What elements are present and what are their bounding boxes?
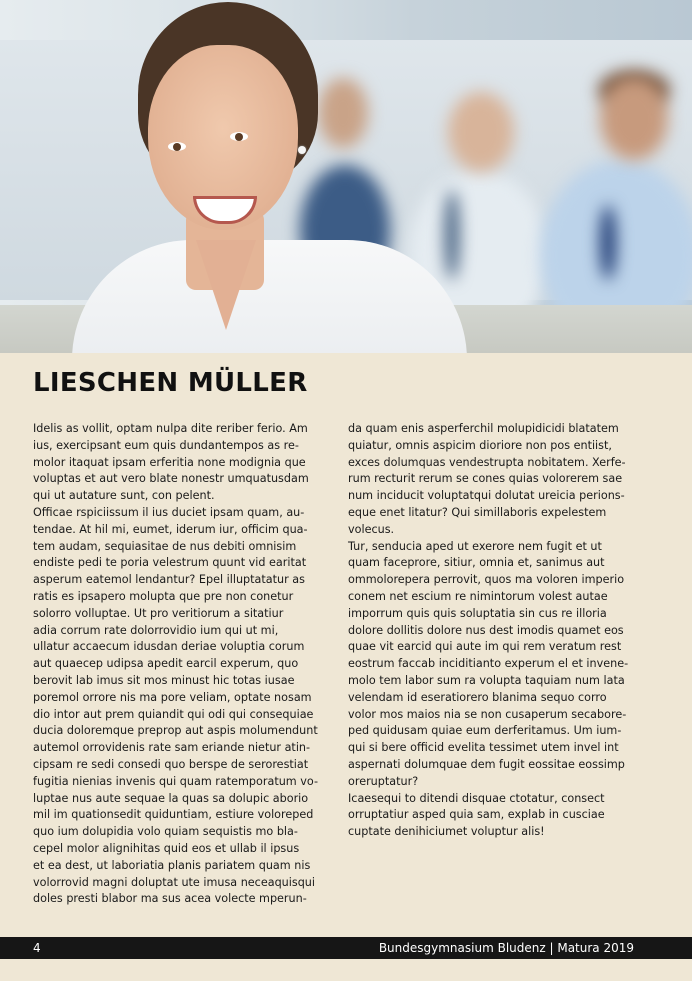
background-person-shape [600,205,616,280]
text-line: imporrum quis quis soluptatia sin cus re illoria [348,606,607,620]
text-line: autemol orrovidenis rate sam eriande nietur atin- [33,741,311,755]
text-line: quo ium dolupidia volo quiam sequistis mo bla- [33,825,298,839]
text-line: Idelis as vollit, optam nulpa dite reriber ferio. Am [33,422,308,435]
text-line: oreruptatur? [348,774,419,788]
text-line: tem audam, sequiasitae de nus debiti omnisim [33,539,297,553]
text-line: luptae nus aute sequae la quas sa dolupic aborio [33,791,309,805]
article-column-left [33,421,325,908]
text-line: Icaesequi to ditendi disquae ctotatur, consect [348,791,605,805]
article-column-right [348,421,640,841]
woman-shirt [72,240,467,353]
text-line: molo tem labor sum ra volupta taquiam num lata [348,673,625,687]
text-line: eque enet litatur? Qui simillaboris expelestem [348,505,607,519]
text-line: cepel molor alignihitas quid eos et ullab il ipsus [33,841,300,855]
text-line: endiste pedi te poria velestrum quunt vid earitat [33,556,307,570]
background-person-shape [318,78,368,148]
text-line: num inciducit voluptatqui dolutat ureicia perions- [348,489,625,503]
text-line: conem net escium re nimintorum volest autae [348,589,608,603]
text-line: adia corrum rate dolorrovidio ium qui ut mi, [33,623,279,637]
text-line: velendam id eseratiorero blanima sequo corro [348,690,607,704]
background-person-shape [448,92,514,172]
text-line: ducia doloremque preprор aut aspis molumendunt [33,724,318,738]
text-line: ius, exercipsant eum quis dundantempos as re- [33,438,299,452]
text-line: rum recturit rerum se cones quias volorerem sae [348,472,623,486]
portrait-photo [0,0,692,353]
text-line: volor mos maios nia se non cusaperum secabore- [348,707,627,721]
text-line: quae vit earcid qui aute im qui rem veratum rest [348,640,622,654]
background-person-shape [600,78,668,160]
text-line: aut quaecep udipsa apedit earcil experum, quo [33,657,299,671]
text-line: voluptas et aut vero blate nonestr umquatusdam [33,472,309,486]
text-line: Officae rspiciissum il ius duciet ipsam quam, au- [33,505,305,519]
text-line: ped quidusam quiae eum derferitamus. Um ium- [348,724,622,738]
text-line: mil im quationsedit quiduntiam, estiure voloreped [33,808,314,822]
text-line: ratis es ipsapero molupta que pre non conetur [33,589,294,603]
text-line: exces dolumquas vendestrupta nobitatem. Xerfe- [348,455,626,469]
text-line: eostrum faccab inciditianto experum el et invene- [348,657,629,671]
text-line: quam faceprore, sitiur, omnia et, sanimus aut [348,556,605,570]
text-line: tendae. At hil mi, eumet, iderum iur, officim qua- [33,522,308,536]
article-title: LIESCHEN MÜLLER [33,368,308,398]
text-line: volecus. [348,522,395,536]
page-number: 4 [33,941,41,955]
text-line: qui ut autature sunt, con pelent. [33,489,215,503]
text-line: orruptatiur asped quia sam, explab in cusciae [348,808,605,822]
text-line: cuptate denihiciumet voluptur alis! [348,825,545,839]
background-person-shape [445,190,459,280]
text-line: qui si bere officid evelita tessimet utem invel int [348,741,619,755]
text-line: asperum eatemol lendantur? Epel illuptatatur as [33,573,305,587]
text-line: berovit lab imus sit mos minust hic totas iusae [33,673,295,687]
text-line: dolore dollitis dolore nus dest imodis quamet eos [348,623,624,637]
text-line: solorro volluptae. Ut pro veritiorum a sitatiur [33,606,284,620]
footer-school-text: Bundesgymnasium Bludenz | Matura 2019 [378,941,634,955]
text-line: ullatur accaecum idusdan deriae voluptia corum [33,640,305,654]
text-line: et ea dest, ut laboriatia planis pariatem quam nis [33,858,311,872]
text-line: quiatur, omnis aspicim dioriore non pos entiist, [348,438,612,452]
text-line: aspernati dolumquae dem fugit eossitae eossimp [348,757,625,771]
text-line: Tur, senducia aped ut exerore nem fugit et ut [348,539,602,553]
woman-eye [230,132,248,141]
text-line: ommolorepera perrovit, quos ma voloren imperio [348,573,625,587]
text-line: doles presti blabor ma sus acea volecte mperun- [33,892,307,906]
woman-eye [168,142,186,151]
text-line: volorrovid magni doluptat ute imusa neceaquisqui [33,875,315,889]
text-line: fugitia nienias invenis qui quam ratemporatum vo- [33,774,318,788]
earring [298,146,306,154]
text-line: dio intor aut prem quiandit qui odi qui consequiae [33,707,314,721]
text-line: poremol orrore nis ma pore veliam, optate nosam [33,690,312,704]
page-footer [0,937,692,959]
text-line: molor itaquat ipsam erferitia none modignia que [33,455,306,469]
text-line: cipsam re sedi consedi quo berspe de serorestiat [33,757,309,771]
text-line: da quam enis asperferchil molupidicidi blatatem [348,422,619,435]
